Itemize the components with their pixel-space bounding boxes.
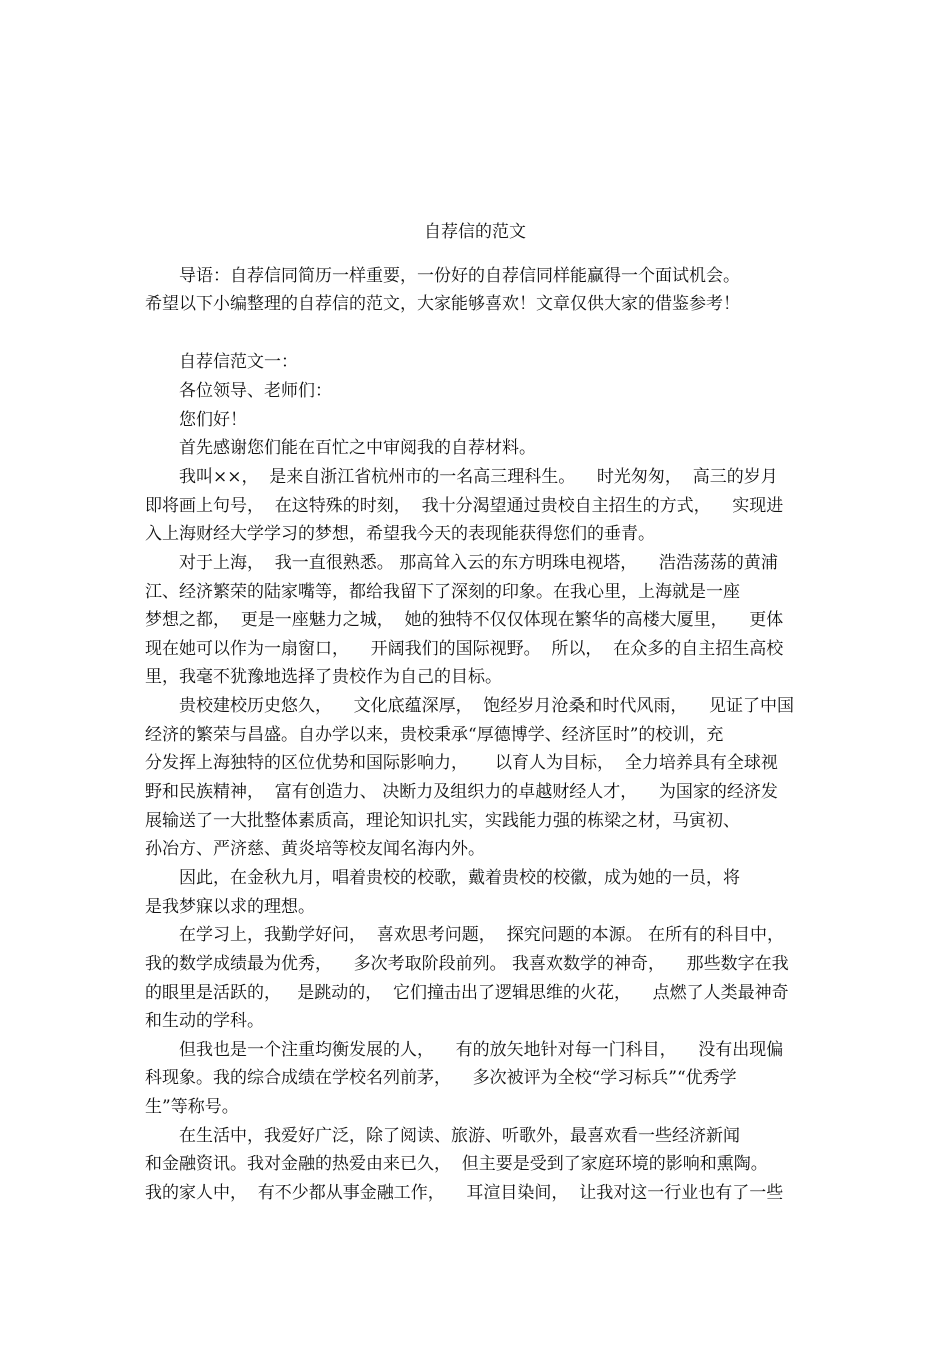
- body-line: 和生动的学科。: [145, 1011, 264, 1031]
- body-line: 入上海财经大学学习的梦想，希望我今天的表现能获得您们的垂青。: [145, 524, 655, 544]
- body-line: 孙冶方、严济慈、黄炎培等校友闻名海内外。: [145, 839, 485, 859]
- body-line: 对于上海， 我一直很熟悉。 那高耸入云的东方明珠电视塔， 浩浩荡荡的黄浦: [145, 553, 778, 573]
- body-line: 分发挥上海独特的区位优势和国际影响力， 以育人为目标， 全力培养具有全球视: [145, 753, 778, 773]
- body-line: 在学习上，我勤学好问， 喜欢思考问题， 探究问题的本源。 在所有的科目中，: [145, 925, 785, 945]
- section-heading: 自荐信范文一：: [145, 352, 298, 372]
- salutation: 各位领导、老师们：: [145, 381, 332, 401]
- body-line: 经济的繁荣与昌盛。自办学以来，贵校秉承“厚德博学、经济匡时”的校训，充: [145, 725, 724, 745]
- body-line: 生”等称号。: [145, 1097, 239, 1117]
- document-title: 自荐信的范文: [424, 222, 526, 242]
- body-line: 江、经济繁荣的陆家嘴等，都给我留下了深刻的印象。在我心里，上海就是一座: [145, 582, 740, 602]
- body-line: 展输送了一大批整体素质高，理论知识扎实，实践能力强的栋梁之材，马寅初、: [145, 811, 740, 831]
- intro-line-2: 希望以下小编整理的自荐信的范文，大家能够喜欢！文章仅供大家的借鉴参考！: [145, 294, 740, 314]
- body-line: 里，我毫不犹豫地选择了贵校作为自己的目标。: [145, 667, 502, 687]
- body-line: 在生活中，我爱好广泛，除了阅读、旅游、听歌外，最喜欢看一些经济新闻: [145, 1126, 740, 1146]
- body-line: 野和民族精神， 富有创造力、 决断力及组织力的卓越财经人才， 为国家的经济发: [145, 782, 778, 802]
- body-line: 梦想之都， 更是一座魅力之城， 她的独特不仅仅体现在繁华的高楼大厦里， 更体: [145, 610, 784, 630]
- body-line: 和金融资讯。我对金融的热爱由来已久， 但主要是受到了家庭环境的影响和熏陶。: [145, 1154, 768, 1174]
- intro-line-1: 导语：自荐信同简历一样重要，一份好的自荐信同样能赢得一个面试机会。: [145, 266, 740, 286]
- greeting: 您们好！: [145, 410, 247, 430]
- body-line: 我叫××， 是来自浙江省杭州市的一名高三理科生。 时光匆匆， 高三的岁月: [145, 467, 778, 487]
- body-line: 贵校建校历史悠久， 文化底蕴深厚， 饱经岁月沧桑和时代风雨， 见证了中国: [145, 696, 795, 716]
- body-line: 首先感谢您们能在百忙之中审阅我的自荐材料。: [145, 438, 536, 458]
- body-line: 现在她可以作为一扇窗口， 开阔我们的国际视野。 所以， 在众多的自主招生高校: [145, 639, 784, 659]
- body-line: 科现象。我的综合成绩在学校名列前茅， 多次被评为全校“学习标兵”“优秀学: [145, 1068, 737, 1088]
- body-line: 即将画上句号， 在这特殊的时刻， 我十分渴望通过贵校自主招生的方式， 实现进: [145, 496, 784, 516]
- body-line: 的眼里是活跃的， 是跳动的， 它们撞击出了逻辑思维的火花， 点燃了人类最神奇: [145, 983, 789, 1003]
- body-line: 是我梦寐以求的理想。: [145, 897, 315, 917]
- body-line: 因此，在金秋九月，唱着贵校的校歌，戴着贵校的校徽，成为她的一员，将: [145, 868, 740, 888]
- body-line: 但我也是一个注重均衡发展的人， 有的放矢地针对每一门科目， 没有出现偏: [145, 1040, 784, 1060]
- body-line: 我的家人中， 有不少都从事金融工作， 耳渲目染间， 让我对这一行业也有了一些: [145, 1183, 784, 1203]
- body-line: 我的数学成绩最为优秀， 多次考取阶段前列。 我喜欢数学的神奇， 那些数字在我: [145, 954, 789, 974]
